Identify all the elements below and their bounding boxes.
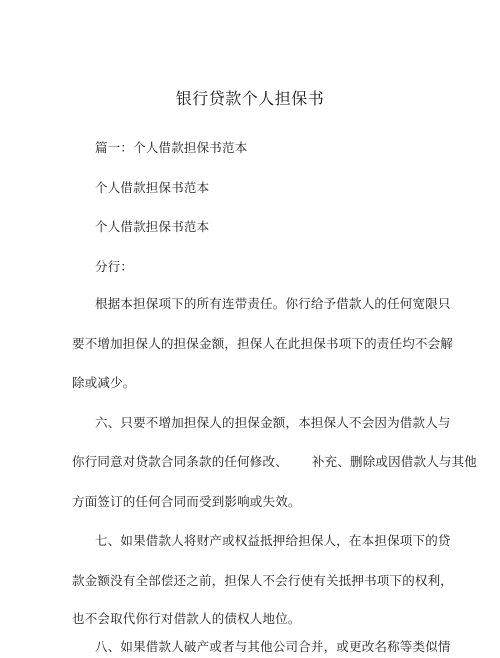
document-title: 银行贷款个人担保书 [175,89,325,108]
paragraph-line: 除或减少。 [72,375,136,390]
salutation: 分行： [95,259,134,274]
paragraph-line: 也不会取代你行对借款人的债权人地位。 [72,611,301,626]
paragraph-line: 要不增加担保人的担保金额，担保人在此担保书项下的责任均不会解 [72,336,454,351]
paragraph-line: 款金额没有全部偿还之前，担保人不会行使有关抵押书项下的权利， [72,573,454,588]
paragraph-fragment: 补充、删除或因借款人与其他 [311,454,478,469]
paragraph-fragment: 你行同意对贷款合同条款的任何修改、 [72,454,288,469]
paragraph-line [72,454,477,470]
subheading: 个人借款担保书范本 [95,219,210,234]
paragraph-line: 六、只要不增加担保人的担保金额，本担保人不会因为借款人与 [95,415,451,430]
paragraph-line: 方面签订的任何合同而受到影响或失效。 [72,494,301,509]
section-heading: 篇一：个人借款担保书范本 [95,140,248,155]
subheading: 个人借款担保书范本 [95,180,210,195]
paragraph-line: 八、如果借款人破产或者与其他公司合并，或更改名称等类似情 [95,639,451,654]
paragraph-line: 根据本担保项下的所有连带责任。你行给予借款人的任何宽限只 [95,296,451,311]
paragraph-line: 七、如果借款人将财产或权益抵押给担保人，在本担保项下的贷 [95,533,451,548]
